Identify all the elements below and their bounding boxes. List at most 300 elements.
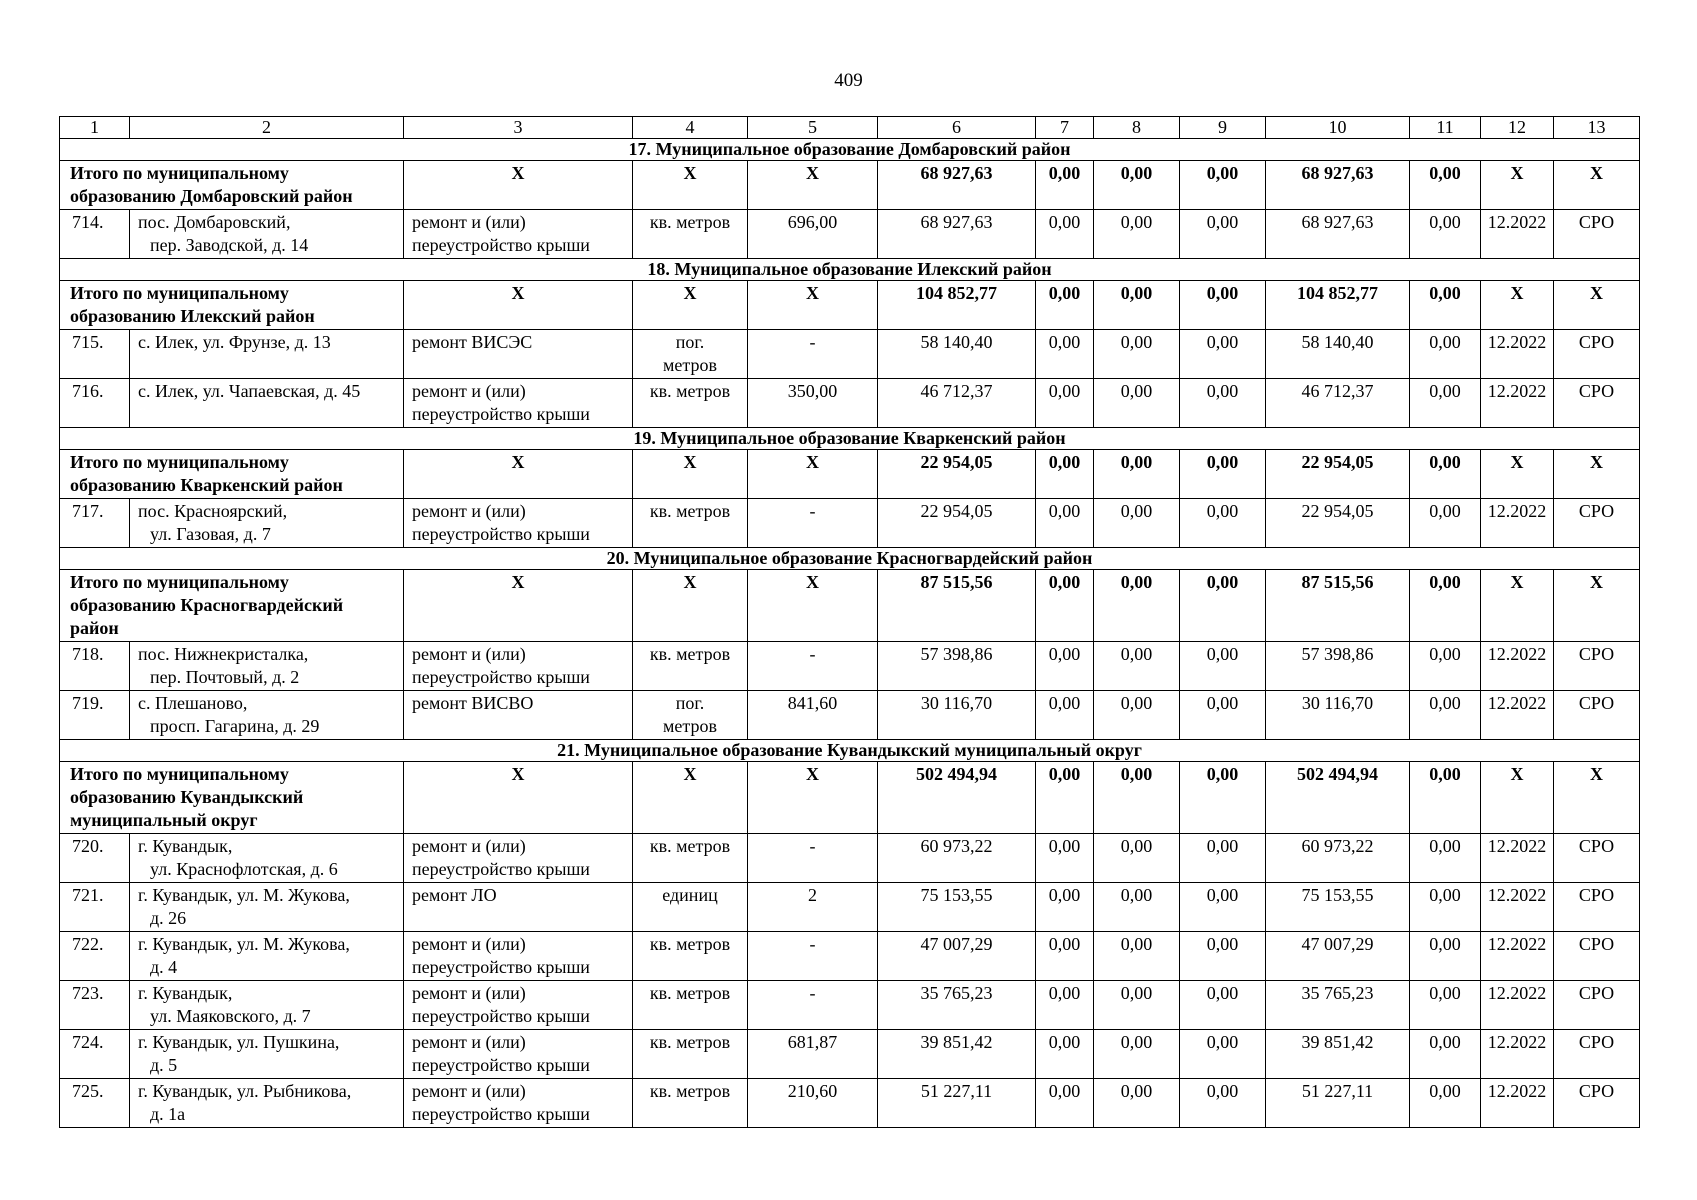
row-deadline: 12.2022 (1481, 330, 1554, 379)
address-line: г. Кувандык, ул. М. Жукова, (138, 934, 350, 954)
row-col10: 68 927,63 (1266, 210, 1410, 259)
total-col8: 0,00 (1094, 161, 1180, 210)
total-volume: X (748, 762, 878, 834)
row-col7: 0,00 (1036, 691, 1094, 740)
row-deadline: 12.2022 (1481, 210, 1554, 259)
total-col11: 0,00 (1410, 762, 1481, 834)
row-deadline: 12.2022 (1481, 642, 1554, 691)
address-line: с. Плешаново, (138, 693, 248, 713)
row-col10: 60 973,22 (1266, 834, 1410, 883)
row-col8: 0,00 (1094, 1079, 1180, 1128)
address-line: пер. Заводской, д. 14 (150, 235, 309, 255)
row-number: 722. (60, 932, 130, 981)
row-col10: 57 398,86 (1266, 642, 1410, 691)
section-title: 20. Муниципальное образование Красногвардейский район (60, 548, 1640, 570)
total-col10: 87 515,56 (1266, 570, 1410, 642)
row-col11: 0,00 (1410, 330, 1481, 379)
total-col8: 0,00 (1094, 762, 1180, 834)
total-volume: X (748, 570, 878, 642)
row-unit (633, 691, 748, 740)
row-contractor: СРО (1554, 210, 1640, 259)
total-volume: X (748, 161, 878, 210)
row-unit (633, 834, 748, 883)
total-col9: 0,00 (1180, 281, 1266, 330)
row-col9: 0,00 (1180, 883, 1266, 932)
table-row (60, 379, 1640, 428)
row-number: 724. (60, 1030, 130, 1079)
total-unit: X (633, 450, 748, 499)
column-header: 13 (1554, 117, 1640, 139)
table-row (60, 834, 1640, 883)
total-cost: 502 494,94 (878, 762, 1036, 834)
total-label (60, 450, 404, 499)
total-label (60, 161, 404, 210)
total-contractor: X (1554, 161, 1640, 210)
row-unit (633, 210, 748, 259)
total-col8: 0,00 (1094, 281, 1180, 330)
row-unit (633, 642, 748, 691)
row-col11: 0,00 (1410, 981, 1481, 1030)
section-total-row (60, 281, 1640, 330)
section-title-row (60, 740, 1640, 762)
row-unit (633, 1079, 748, 1128)
total-col11: 0,00 (1410, 450, 1481, 499)
work-type-line: ремонт ВИСВО (412, 693, 534, 713)
row-deadline: 12.2022 (1481, 981, 1554, 1030)
row-cost: 30 116,70 (878, 691, 1036, 740)
row-cost: 22 954,05 (878, 499, 1036, 548)
row-col8: 0,00 (1094, 883, 1180, 932)
address-line: ул. Маяковского, д. 7 (150, 1006, 311, 1026)
row-work-type (404, 1079, 633, 1128)
total-col10: 68 927,63 (1266, 161, 1410, 210)
registry-table (59, 116, 1640, 1128)
total-label (60, 570, 404, 642)
table-row (60, 1030, 1640, 1079)
row-col8: 0,00 (1094, 1030, 1180, 1079)
work-type-line: ремонт и (или) (412, 212, 526, 232)
row-address (130, 210, 404, 259)
row-contractor: СРО (1554, 834, 1640, 883)
row-number: 718. (60, 642, 130, 691)
row-contractor: СРО (1554, 1030, 1640, 1079)
row-contractor: СРО (1554, 1079, 1640, 1128)
unit-line: метров (663, 355, 717, 375)
column-header: 12 (1481, 117, 1554, 139)
row-address (130, 834, 404, 883)
row-cost: 39 851,42 (878, 1030, 1036, 1079)
row-col7: 0,00 (1036, 1030, 1094, 1079)
total-col9: 0,00 (1180, 161, 1266, 210)
row-col10: 35 765,23 (1266, 981, 1410, 1030)
row-col11: 0,00 (1410, 883, 1481, 932)
total-label-line: образованию Кваркенский район (70, 475, 343, 495)
row-col8: 0,00 (1094, 642, 1180, 691)
total-work-type: X (404, 161, 633, 210)
unit-line: кв. метров (649, 644, 731, 664)
row-contractor: СРО (1554, 330, 1640, 379)
total-volume: X (748, 281, 878, 330)
work-type-line: ремонт и (или) (412, 1032, 526, 1052)
total-label (60, 762, 404, 834)
column-header: 11 (1410, 117, 1481, 139)
row-work-type (404, 642, 633, 691)
table-body (60, 117, 1640, 1128)
row-deadline: 12.2022 (1481, 499, 1554, 548)
total-col10: 22 954,05 (1266, 450, 1410, 499)
row-volume: - (748, 642, 878, 691)
row-deadline: 12.2022 (1481, 379, 1554, 428)
row-col7: 0,00 (1036, 981, 1094, 1030)
row-work-type (404, 330, 633, 379)
row-unit (633, 330, 748, 379)
address-line: пер. Почтовый, д. 2 (150, 667, 300, 687)
work-type-line: переустройство крыши (412, 957, 590, 977)
row-col9: 0,00 (1180, 932, 1266, 981)
total-cost: 22 954,05 (878, 450, 1036, 499)
section-title: 21. Муниципальное образование Кувандыкский муниципальный округ (60, 740, 1640, 762)
row-col10: 30 116,70 (1266, 691, 1410, 740)
address-line: г. Кувандык, ул. Рыбникова, (138, 1081, 352, 1101)
unit-line: метров (663, 716, 717, 736)
total-deadline: X (1481, 762, 1554, 834)
row-cost: 35 765,23 (878, 981, 1036, 1030)
table-row (60, 330, 1640, 379)
row-contractor: СРО (1554, 691, 1640, 740)
row-address (130, 691, 404, 740)
work-type-line: переустройство крыши (412, 859, 590, 879)
total-label-line: Итого по муниципальному (70, 452, 289, 472)
total-col7: 0,00 (1036, 762, 1094, 834)
work-type-line: переустройство крыши (412, 1055, 590, 1075)
row-contractor: СРО (1554, 642, 1640, 691)
row-unit (633, 932, 748, 981)
row-col9: 0,00 (1180, 691, 1266, 740)
total-col8: 0,00 (1094, 450, 1180, 499)
row-col9: 0,00 (1180, 981, 1266, 1030)
address-line: с. Илек, ул. Фрунзе, д. 13 (138, 332, 331, 352)
row-deadline: 12.2022 (1481, 1079, 1554, 1128)
total-label-line: образованию Домбаровский район (70, 186, 353, 206)
row-cost: 57 398,86 (878, 642, 1036, 691)
row-number: 721. (60, 883, 130, 932)
table-row (60, 691, 1640, 740)
row-col10: 51 227,11 (1266, 1079, 1410, 1128)
address-line: г. Кувандык, ул. М. Жукова, (138, 885, 350, 905)
total-col9: 0,00 (1180, 450, 1266, 499)
address-line: г. Кувандык, (138, 983, 233, 1003)
row-work-type (404, 210, 633, 259)
row-address (130, 330, 404, 379)
column-header: 3 (404, 117, 633, 139)
row-address (130, 1030, 404, 1079)
row-col11: 0,00 (1410, 691, 1481, 740)
total-work-type: X (404, 450, 633, 499)
total-col7: 0,00 (1036, 161, 1094, 210)
table-row (60, 499, 1640, 548)
column-header: 7 (1036, 117, 1094, 139)
row-address (130, 379, 404, 428)
total-col7: 0,00 (1036, 281, 1094, 330)
row-cost: 68 927,63 (878, 210, 1036, 259)
column-header: 6 (878, 117, 1036, 139)
row-col7: 0,00 (1036, 1079, 1094, 1128)
row-deadline: 12.2022 (1481, 883, 1554, 932)
total-deadline: X (1481, 450, 1554, 499)
row-contractor: СРО (1554, 499, 1640, 548)
total-label-line: образованию Кувандыкский (70, 787, 304, 807)
total-label-line: Итого по муниципальному (70, 764, 289, 784)
row-number: 715. (60, 330, 130, 379)
address-line: д. 26 (150, 908, 187, 928)
row-volume: 841,60 (748, 691, 878, 740)
total-col7: 0,00 (1036, 570, 1094, 642)
row-col11: 0,00 (1410, 932, 1481, 981)
row-contractor: СРО (1554, 379, 1640, 428)
address-line: ул. Краснофлотская, д. 6 (150, 859, 338, 879)
row-col8: 0,00 (1094, 981, 1180, 1030)
total-contractor: X (1554, 762, 1640, 834)
row-cost: 75 153,55 (878, 883, 1036, 932)
total-deadline: X (1481, 281, 1554, 330)
row-col8: 0,00 (1094, 932, 1180, 981)
unit-line: пог. (675, 693, 705, 713)
total-cost: 87 515,56 (878, 570, 1036, 642)
total-unit: X (633, 762, 748, 834)
row-contractor: СРО (1554, 981, 1640, 1030)
row-cost: 60 973,22 (878, 834, 1036, 883)
row-col9: 0,00 (1180, 1079, 1266, 1128)
total-col11: 0,00 (1410, 570, 1481, 642)
table-row (60, 642, 1640, 691)
total-col8: 0,00 (1094, 570, 1180, 642)
total-label-line: образованию Илекский район (70, 306, 315, 326)
unit-line: кв. метров (649, 381, 731, 401)
section-title-row (60, 259, 1640, 281)
row-volume: - (748, 330, 878, 379)
row-col7: 0,00 (1036, 330, 1094, 379)
row-col8: 0,00 (1094, 379, 1180, 428)
row-address (130, 932, 404, 981)
address-line: с. Илек, ул. Чапаевская, д. 45 (138, 381, 361, 401)
total-cost: 68 927,63 (878, 161, 1036, 210)
row-number: 717. (60, 499, 130, 548)
row-contractor: СРО (1554, 932, 1640, 981)
column-header: 8 (1094, 117, 1180, 139)
row-col11: 0,00 (1410, 1079, 1481, 1128)
row-deadline: 12.2022 (1481, 834, 1554, 883)
total-unit: X (633, 281, 748, 330)
row-volume: - (748, 834, 878, 883)
table-row (60, 932, 1640, 981)
total-label (60, 281, 404, 330)
column-header: 4 (633, 117, 748, 139)
address-line: пос. Домбаровский, (138, 212, 291, 232)
row-unit (633, 1030, 748, 1079)
row-col11: 0,00 (1410, 834, 1481, 883)
row-deadline: 12.2022 (1481, 691, 1554, 740)
section-total-row (60, 570, 1640, 642)
row-col7: 0,00 (1036, 379, 1094, 428)
section-title: 17. Муниципальное образование Домбаровский район (60, 139, 1640, 161)
work-type-line: ремонт и (или) (412, 644, 526, 664)
unit-line: кв. метров (649, 212, 731, 232)
row-unit (633, 499, 748, 548)
table-row (60, 883, 1640, 932)
address-line: д. 1а (150, 1104, 186, 1124)
total-work-type: X (404, 570, 633, 642)
row-number: 720. (60, 834, 130, 883)
row-cost: 58 140,40 (878, 330, 1036, 379)
row-work-type (404, 499, 633, 548)
unit-line: кв. метров (649, 934, 731, 954)
total-label-line: образованию Красногвардейский (70, 595, 344, 615)
total-unit: X (633, 161, 748, 210)
total-cost: 104 852,77 (878, 281, 1036, 330)
row-col10: 22 954,05 (1266, 499, 1410, 548)
row-col10: 46 712,37 (1266, 379, 1410, 428)
section-total-row (60, 450, 1640, 499)
row-col10: 47 007,29 (1266, 932, 1410, 981)
row-address (130, 499, 404, 548)
row-cost: 51 227,11 (878, 1079, 1036, 1128)
total-col9: 0,00 (1180, 570, 1266, 642)
row-work-type (404, 932, 633, 981)
row-col9: 0,00 (1180, 834, 1266, 883)
address-line: д. 4 (150, 957, 178, 977)
total-contractor: X (1554, 570, 1640, 642)
column-header: 9 (1180, 117, 1266, 139)
address-line: г. Кувандык, (138, 836, 233, 856)
row-col8: 0,00 (1094, 210, 1180, 259)
column-header: 1 (60, 117, 130, 139)
total-label-line: район (70, 618, 119, 638)
row-col8: 0,00 (1094, 691, 1180, 740)
row-work-type (404, 883, 633, 932)
total-unit: X (633, 570, 748, 642)
work-type-line: ремонт и (или) (412, 381, 526, 401)
row-number: 716. (60, 379, 130, 428)
total-label-line: Итого по муниципальному (70, 163, 289, 183)
row-col8: 0,00 (1094, 834, 1180, 883)
row-cost: 47 007,29 (878, 932, 1036, 981)
address-line: ул. Газовая, д. 7 (150, 524, 271, 544)
row-number: 723. (60, 981, 130, 1030)
work-type-line: ремонт ЛО (412, 885, 497, 905)
total-contractor: X (1554, 450, 1640, 499)
address-line: г. Кувандык, ул. Пушкина, (138, 1032, 340, 1052)
row-col8: 0,00 (1094, 330, 1180, 379)
row-col9: 0,00 (1180, 642, 1266, 691)
row-volume: - (748, 981, 878, 1030)
unit-line: кв. метров (649, 1032, 731, 1052)
table-row (60, 210, 1640, 259)
row-work-type (404, 691, 633, 740)
work-type-line: ремонт и (или) (412, 836, 526, 856)
work-type-line: ремонт и (или) (412, 983, 526, 1003)
row-col11: 0,00 (1410, 1030, 1481, 1079)
row-col11: 0,00 (1410, 379, 1481, 428)
unit-line: кв. метров (649, 836, 731, 856)
section-total-row (60, 762, 1640, 834)
address-line: пос. Красноярский, (138, 501, 288, 521)
row-deadline: 12.2022 (1481, 932, 1554, 981)
row-unit (633, 883, 748, 932)
work-type-line: ремонт и (или) (412, 934, 526, 954)
row-col7: 0,00 (1036, 499, 1094, 548)
row-work-type (404, 981, 633, 1030)
row-work-type (404, 1030, 633, 1079)
row-volume: - (748, 932, 878, 981)
row-number: 714. (60, 210, 130, 259)
address-line: просп. Гагарина, д. 29 (150, 716, 320, 736)
row-col10: 75 153,55 (1266, 883, 1410, 932)
total-col11: 0,00 (1410, 281, 1481, 330)
row-number: 725. (60, 1079, 130, 1128)
row-col7: 0,00 (1036, 642, 1094, 691)
row-address (130, 1079, 404, 1128)
total-label-line: Итого по муниципальному (70, 283, 289, 303)
column-header: 5 (748, 117, 878, 139)
work-type-line: переустройство крыши (412, 235, 590, 255)
row-cost: 46 712,37 (878, 379, 1036, 428)
row-col11: 0,00 (1410, 210, 1481, 259)
row-col7: 0,00 (1036, 932, 1094, 981)
unit-line: кв. метров (649, 1081, 731, 1101)
column-header: 10 (1266, 117, 1410, 139)
row-address (130, 981, 404, 1030)
row-unit (633, 981, 748, 1030)
work-type-line: переустройство крыши (412, 524, 590, 544)
row-col8: 0,00 (1094, 499, 1180, 548)
work-type-line: переустройство крыши (412, 667, 590, 687)
work-type-line: переустройство крыши (412, 1104, 590, 1124)
total-col10: 502 494,94 (1266, 762, 1410, 834)
page-number: 409 (834, 70, 863, 91)
work-type-line: ремонт и (или) (412, 1081, 526, 1101)
work-type-line: ремонт и (или) (412, 501, 526, 521)
row-address (130, 642, 404, 691)
row-col7: 0,00 (1036, 834, 1094, 883)
row-volume: 696,00 (748, 210, 878, 259)
total-label-line: муниципальный округ (70, 810, 258, 830)
total-deadline: X (1481, 570, 1554, 642)
row-address (130, 883, 404, 932)
total-contractor: X (1554, 281, 1640, 330)
column-header: 2 (130, 117, 404, 139)
row-col9: 0,00 (1180, 379, 1266, 428)
section-title: 19. Муниципальное образование Кваркенский район (60, 428, 1640, 450)
row-col9: 0,00 (1180, 210, 1266, 259)
table-row (60, 1079, 1640, 1128)
row-volume: 350,00 (748, 379, 878, 428)
section-title-row (60, 428, 1640, 450)
unit-line: пог. (675, 332, 705, 352)
row-work-type (404, 834, 633, 883)
row-col9: 0,00 (1180, 330, 1266, 379)
row-col11: 0,00 (1410, 499, 1481, 548)
total-col11: 0,00 (1410, 161, 1481, 210)
row-contractor: СРО (1554, 883, 1640, 932)
unit-line: кв. метров (649, 983, 731, 1003)
row-work-type (404, 379, 633, 428)
row-col9: 0,00 (1180, 499, 1266, 548)
row-volume: 2 (748, 883, 878, 932)
unit-line: кв. метров (649, 501, 731, 521)
total-col9: 0,00 (1180, 762, 1266, 834)
section-title: 18. Муниципальное образование Илекский район (60, 259, 1640, 281)
row-number: 719. (60, 691, 130, 740)
